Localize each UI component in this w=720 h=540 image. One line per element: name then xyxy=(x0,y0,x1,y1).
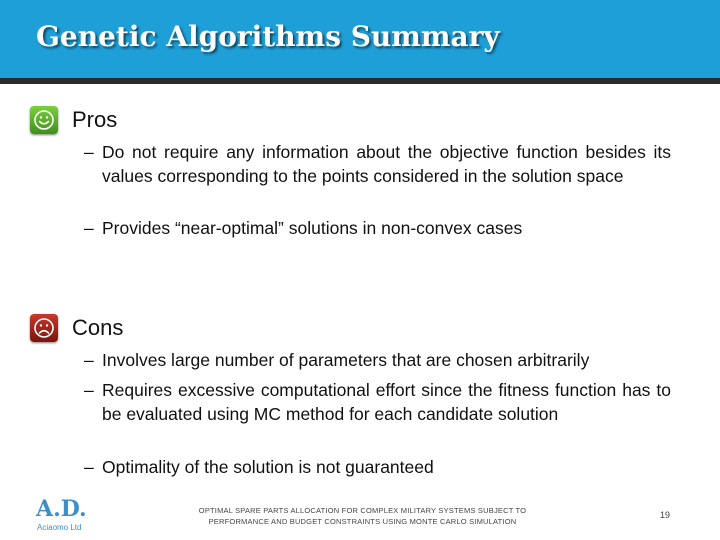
company-logo xyxy=(34,494,94,534)
cons-label: Cons xyxy=(72,315,124,340)
pros-label: Pros xyxy=(72,107,118,132)
title-divider xyxy=(0,78,720,84)
slide-title: Genetic Algorithms Summary xyxy=(36,20,500,53)
footer-line: PERFORMANCE AND BUDGET CONSTRAINTS USING MONTE CARLO SIMULATION xyxy=(208,517,517,526)
logo-subtext: Aciaomo Ltd xyxy=(37,523,82,532)
cons-item xyxy=(86,378,671,426)
cons-item-text: Involves large number of parameters that are chosen arbitrarily xyxy=(102,350,590,370)
logo-text: A.D. xyxy=(36,496,87,522)
bullet-dash: – xyxy=(84,218,94,238)
cons-item xyxy=(86,455,671,479)
bullet-dash: – xyxy=(84,457,94,477)
bullet-dash: – xyxy=(84,380,94,400)
pros-item xyxy=(86,140,671,188)
cons-item xyxy=(86,348,671,372)
pros-item xyxy=(86,216,671,240)
footer-text xyxy=(185,505,540,527)
pros-heading xyxy=(30,106,117,134)
bullet-dash: – xyxy=(84,142,94,162)
page-number: 19 xyxy=(660,510,671,520)
footer-line: OPTIMAL SPARE PARTS ALLOCATION FOR COMPLEX MILITARY SYSTEMS SUBJECT TO xyxy=(198,506,527,515)
pros-item-text: Provides “near-optimal” solutions in non-convex cases xyxy=(102,218,523,238)
sad-face-icon xyxy=(30,314,58,342)
cons-item-text: Requires excessive computational effort since the fitness function has to be evaluated using MC method for each candidate solution xyxy=(102,380,671,424)
pros-item-text: Do not require any information about the objective function besides its values corresponding to the points considered in the solution space xyxy=(102,142,671,186)
cons-heading xyxy=(30,314,123,342)
cons-item-text: Optimality of the solution is not guaranteed xyxy=(102,457,434,477)
bullet-dash: – xyxy=(84,350,94,370)
smiley-face-icon xyxy=(30,106,58,134)
